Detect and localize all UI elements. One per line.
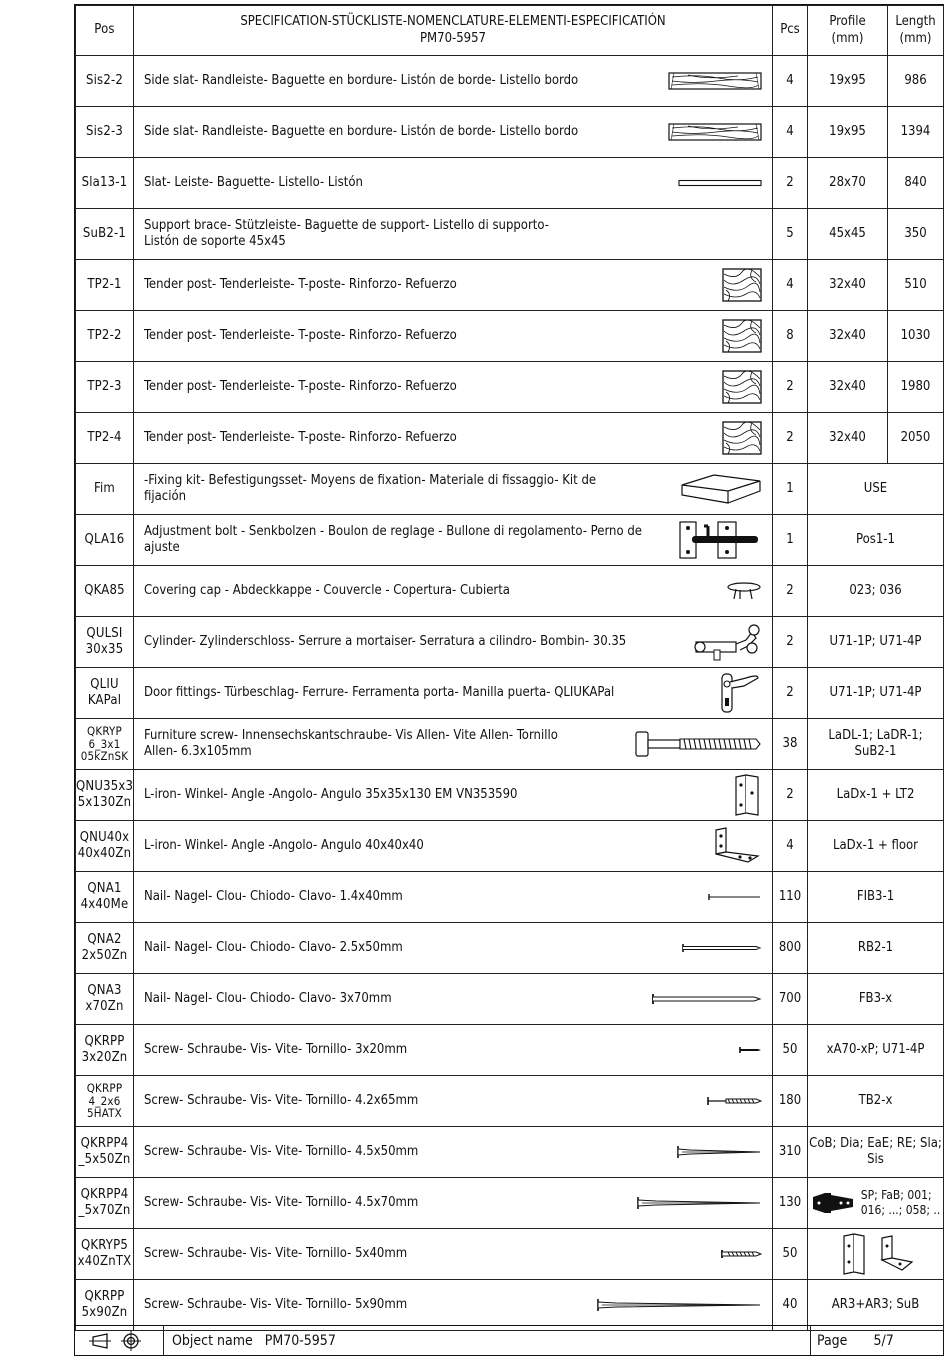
description-text: Tender post- Tenderleiste- T-poste- Rinforzo- Refuerzo [144,429,457,445]
spec-title: SPECIFICATION-STÜCKLISTE-NOMENCLATURE-ELEMENTI-ESPECIFICATIÓN [240,14,666,30]
wood-board-icon [668,72,762,90]
reference-cell [808,668,944,719]
pos-code-line: Fim [93,480,116,496]
spec-code: PM70-5957 [419,30,486,46]
pcs-cell: 2 [773,617,808,668]
description-text: Side slat- Randleiste- Baguette en bordure- Listón de borde- Listello bordo [144,123,579,139]
pcs-cell: 4 [773,107,808,158]
reference-text: LaDL-1; LaDR-1; [828,727,923,743]
pos-code-line: QKRPP [84,1288,125,1304]
page-label: Page [817,1332,848,1349]
pcs-cell: 38 [773,719,808,770]
table-row [76,464,944,515]
parts-table [75,5,944,1331]
pos-cell [76,770,134,821]
description-cell [134,464,773,515]
pos-code-line: QKRPP [84,1033,125,1049]
table-row [76,1178,944,1229]
reference-text: AR3+AR3; SuB [831,1296,920,1312]
pos-code-line: Sis2-2 [85,72,124,88]
description-text: Covering cap - Abdeckkappe - Couvercle - Copertura- Cubierta [144,582,510,598]
specification-sheet [74,4,944,1356]
pos-cell [76,107,134,158]
description-text: Side slat- Randleiste- Baguette en bordure- Listón de borde- Listello bordo [144,72,579,88]
pcs-cell: 2 [773,362,808,413]
table-row [76,617,944,668]
pos-code-line: 3x20Zn [81,1050,128,1065]
profile-cell: 32x40 [808,311,888,362]
pos-code-line: 5HATX [87,1106,122,1121]
profile-cell: 32x40 [808,413,888,464]
description-text: fijación [144,489,187,504]
screw-xl-icon [596,1297,762,1313]
description-text: Adjustment bolt - Senkbolzen - Boulon de reglage - Bullone di regolamento- Perno de [144,523,642,539]
description-cell [134,1178,773,1229]
length-cell: 840 [888,158,944,209]
nail-large-icon [650,993,762,1005]
description-text: Screw- Schraube- Vis- Vite- Tornillo- 4.5x70mm [144,1194,419,1210]
pcs-cell: 180 [773,1076,808,1127]
pcs-cell: 2 [773,770,808,821]
description-cell [134,1076,773,1127]
table-row [76,566,944,617]
wood-endgrain-icon [722,268,762,302]
table-row [76,413,944,464]
pcs-cell: 2 [773,413,808,464]
table-row [76,260,944,311]
pos-code-line: QNU35x3 [76,778,134,794]
reference-text: 016; ...; 058; .. [860,1203,941,1217]
pcs-cell: 310 [773,1127,808,1178]
description-cell [134,413,773,464]
pos-code-line: QNA1 [87,880,122,896]
reference-text: U71-1P; U71-4P [829,633,922,649]
pos-code-line: x70Zn [85,999,124,1014]
reference-text: USE [863,480,888,496]
pos-code-line: TP2-3 [87,378,122,394]
header-spec [134,6,773,56]
pos-code-line: 5x90Zn [81,1305,128,1320]
pos-cell [76,515,134,566]
brackets-icon [836,1232,916,1276]
reference-cell [808,1178,944,1229]
table-row [76,872,944,923]
object-name-label: Object name [172,1332,253,1349]
table-row [76,1025,944,1076]
description-cell [134,974,773,1025]
page-number [811,1326,943,1355]
pcs-cell: 2 [773,158,808,209]
reference-text: Pos1-1 [856,531,895,547]
pcs-cell: 4 [773,56,808,107]
screw-longer-icon [636,1194,762,1212]
length-cell: 1394 [888,107,944,158]
table-row [76,362,944,413]
pos-cell [76,56,134,107]
pcs-cell: 1 [773,464,808,515]
pos-code-line: QNU40x [79,829,130,845]
header-pcs: Pcs [773,6,808,56]
length-cell: 350 [888,209,944,260]
pcs-cell: 130 [773,1178,808,1229]
description-text: Cylinder- Zylinderschloss- Serrure a mortaiser- Serratura a cilindro- Bombin- 30.35 [144,633,627,649]
table-row [76,1280,944,1331]
screw-icon [706,1096,762,1106]
description-cell [134,1280,773,1331]
pos-cell [76,209,134,260]
cap-icon [726,581,762,601]
profile-cell: 45x45 [808,209,888,260]
reference-cell [808,770,944,821]
header-length [888,6,944,56]
door-handle-icon [718,670,762,716]
pos-code-line: QKRYP5 [81,1237,128,1253]
pos-code-line: QKRPP4 [80,1186,129,1202]
table-row [76,923,944,974]
pos-code-line: 4_2x6 [88,1093,121,1108]
pos-code-line: Sis2-3 [85,123,124,139]
pos-code-line: _5x70Zn [78,1203,131,1218]
description-text: -Fixing kit- Befestigungsset- Moyens de fixation- Materiale di fissaggio- Kit de [144,472,597,488]
reference-text: RB2-1 [857,939,894,955]
pos-code-line: QLA16 [84,531,125,547]
nail-icon [680,943,762,953]
reference-text: CoB; Dia; EaE; RE; Sla; [809,1135,942,1151]
reference-text: xA70-xP; U71-4P [826,1041,925,1057]
description-text: Door fittings- Türbeschlag- Ferrure- Ferramenta porta- Manilla puerta- QLIUKAPal [144,684,615,700]
pos-cell [76,974,134,1025]
table-row [76,821,944,872]
projection-symbol-icon [75,1326,164,1355]
description-cell [134,821,773,872]
pcs-cell: 8 [773,311,808,362]
table-row [76,1076,944,1127]
pcs-cell: 4 [773,821,808,872]
pos-cell [76,464,134,515]
wood-endgrain-icon [722,421,762,455]
pos-code-line: 40x40Zn [77,846,132,861]
object-name-value: PM70-5957 [264,1332,336,1349]
pos-cell [76,311,134,362]
reference-text: U71-1P; U71-4P [829,684,922,700]
pos-code-line: 2x50Zn [81,948,128,963]
description-cell [134,1127,773,1178]
reference-text: TB2-x [858,1092,893,1108]
description-cell [134,1025,773,1076]
table-row [76,209,944,260]
description-cell [134,1229,773,1280]
pos-cell [76,566,134,617]
pos-code-line: QKRPP4 [80,1135,129,1151]
pos-cell [76,872,134,923]
pos-code-line: KAPal [87,693,122,708]
reference-text: SuB2-1 [854,744,897,759]
pos-code-line: 4x40Me [80,897,129,912]
pos-cell [76,413,134,464]
pos-cell [76,1178,134,1229]
pos-code-line: QKRPP [86,1081,123,1096]
box-icon [680,471,762,507]
description-cell [134,719,773,770]
description-cell [134,668,773,719]
reference-cell [808,872,944,923]
pcs-cell: 700 [773,974,808,1025]
pos-code-line: Sla13-1 [81,174,128,190]
pos-cell [76,158,134,209]
table-header [76,6,944,56]
nail-small-icon [706,893,762,901]
pos-code-line: QULSI [86,625,123,641]
description-cell [134,362,773,413]
parts-rows [76,56,944,1331]
table-row [76,668,944,719]
pos-code-line: 30x35 [85,642,124,657]
pos-code-line: _5x50Zn [78,1152,131,1167]
reference-cell [808,464,944,515]
description-cell [134,209,773,260]
pcs-cell: 2 [773,668,808,719]
description-cell [134,923,773,974]
wood-endgrain-icon [722,370,762,404]
reference-text: LaDx-1 + floor [833,837,918,853]
profile-cell: 32x40 [808,260,888,311]
header-profile [808,6,888,56]
header-pos: Pos [76,6,134,56]
pos-cell [76,821,134,872]
table-row [76,770,944,821]
pos-cell [76,1025,134,1076]
hinge-icon [811,1189,855,1217]
reference-cell [808,617,944,668]
description-text: Tender post- Tenderleiste- T-poste- Rinforzo- Refuerzo [144,378,457,394]
table-row [76,158,944,209]
length-cell: 2050 [888,413,944,464]
pos-code-line: TP2-4 [87,429,122,445]
description-text: Furniture screw- Innensechskantschraube- Vis Allen- Vite Allen- Tornillo [144,727,558,743]
object-name [164,1326,811,1355]
screw-medium-icon [720,1249,762,1259]
pcs-cell: 1 [773,515,808,566]
reference-cell [808,566,944,617]
cylinder-lock-icon [692,620,762,664]
description-text: Allen- 6.3x105mm [144,744,252,759]
description-cell [134,107,773,158]
description-cell [134,872,773,923]
length-cell: 986 [888,56,944,107]
pcs-cell: 5 [773,209,808,260]
pos-cell [76,1076,134,1127]
header-profile-unit: (mm) [831,30,864,46]
description-text: Tender post- Tenderleiste- T-poste- Rinforzo- Refuerzo [144,327,457,343]
description-cell [134,56,773,107]
furniture-screw-icon [634,730,762,758]
description-text: Screw- Schraube- Vis- Vite- Tornillo- 3x20mm [144,1041,408,1057]
description-text: L-iron- Winkel- Angle -Angolo- Angulo 35x35x130 EM VN353590 [144,786,518,802]
description-cell [134,770,773,821]
description-text: Slat- Leiste- Baguette- Listello- Listón [144,174,363,190]
description-cell [134,260,773,311]
description-text: L-iron- Winkel- Angle -Angolo- Angulo 40x40x40 [144,837,424,853]
pos-code-line: QNA3 [87,982,122,998]
length-cell: 1030 [888,311,944,362]
header-length-unit: (mm) [899,30,932,46]
pos-code-line: 5x130Zn [77,795,132,810]
pos-cell [76,617,134,668]
reference-cell [808,719,944,770]
pos-cell [76,1280,134,1331]
pos-code-line: 05kZnSK [80,749,129,764]
description-text: Listón de soporte 45x45 [144,234,286,249]
reference-text: SP; FaB; 001; [860,1188,932,1202]
reference-text: FIB3-1 [856,888,895,904]
table-row [76,515,944,566]
pos-code-line: QNA2 [87,931,122,947]
description-text: Support brace- Stützleiste- Baguette de support- Listello di supporto- [144,217,549,233]
pos-code-line: TP2-2 [87,327,122,343]
table-row [76,1127,944,1178]
pos-code-line: 6_3x1 [88,736,121,751]
wood-endgrain-icon [722,319,762,353]
pcs-cell: 40 [773,1280,808,1331]
wood-board-icon [668,123,762,141]
pcs-cell: 50 [773,1229,808,1280]
profile-cell: 28x70 [808,158,888,209]
title-block [75,1325,943,1355]
reference-cell [808,1229,944,1280]
reference-cell [808,923,944,974]
table-row [76,719,944,770]
length-cell: 510 [888,260,944,311]
pos-cell [76,260,134,311]
reference-cell [808,974,944,1025]
table-row [76,107,944,158]
pos-code-line: TP2-1 [87,276,122,292]
description-text: Nail- Nagel- Clou- Chiodo- Clavo- 3x70mm [144,990,392,1006]
table-row [76,1229,944,1280]
table-row [76,311,944,362]
description-text: Nail- Nagel- Clou- Chiodo- Clavo- 2.5x50mm [144,939,403,955]
reference-text: LaDx-1 + LT2 [836,786,915,802]
description-text: Tender post- Tenderleiste- T-poste- Rinforzo- Refuerzo [144,276,457,292]
screw-small-icon [738,1046,762,1054]
description-text: Nail- Nagel- Clou- Chiodo- Clavo- 1.4x40mm [144,888,403,904]
pos-cell [76,719,134,770]
profile-cell: 32x40 [808,362,888,413]
description-text: ajuste [144,540,180,555]
description-cell [134,617,773,668]
length-cell: 1980 [888,362,944,413]
pos-code-line: QLIU [90,676,119,692]
screw-long-icon [676,1144,762,1160]
reference-cell [808,821,944,872]
reference-cell [808,515,944,566]
slat-icon [678,179,762,187]
pos-code-line: QKRYP [87,724,122,739]
description-cell [134,311,773,362]
description-text: Screw- Schraube- Vis- Vite- Tornillo- 4.5x50mm [144,1143,419,1159]
table-row [76,56,944,107]
reference-cell [808,1076,944,1127]
description-text: Screw- Schraube- Vis- Vite- Tornillo- 4.2x65mm [144,1092,419,1108]
pos-cell [76,668,134,719]
description-text: Screw- Schraube- Vis- Vite- Tornillo- 5x90mm [144,1296,408,1312]
profile-cell: 19x95 [808,56,888,107]
header-length-label: Length [895,14,936,30]
description-cell [134,158,773,209]
pcs-cell: 110 [773,872,808,923]
pos-code-line: SuB2-1 [82,225,127,241]
header-profile-label: Profile [829,14,866,30]
pcs-cell: 2 [773,566,808,617]
pcs-cell: 4 [773,260,808,311]
pos-cell [76,923,134,974]
description-cell [134,566,773,617]
reference-text: FB3-x [858,990,893,1006]
pos-code-line: x40ZnTX [77,1254,132,1269]
bolt-latch-icon [678,518,762,562]
reference-cell [808,1025,944,1076]
pcs-cell: 50 [773,1025,808,1076]
profile-cell: 19x95 [808,107,888,158]
table-row [76,974,944,1025]
page-value: 5/7 [873,1332,894,1349]
pos-cell [76,1127,134,1178]
description-text: Screw- Schraube- Vis- Vite- Tornillo- 5x40mm [144,1245,408,1261]
pos-code-line: QKA85 [84,582,125,598]
pos-cell [76,362,134,413]
description-cell [134,515,773,566]
reference-text: Sis [867,1152,884,1167]
pcs-cell: 800 [773,923,808,974]
pos-cell [76,1229,134,1280]
angle-bracket-icon [712,826,762,866]
reference-text: 023; 036 [849,582,902,598]
angle-bracket-tall-icon [732,773,762,817]
reference-cell [808,1127,944,1178]
reference-cell [808,1280,944,1331]
